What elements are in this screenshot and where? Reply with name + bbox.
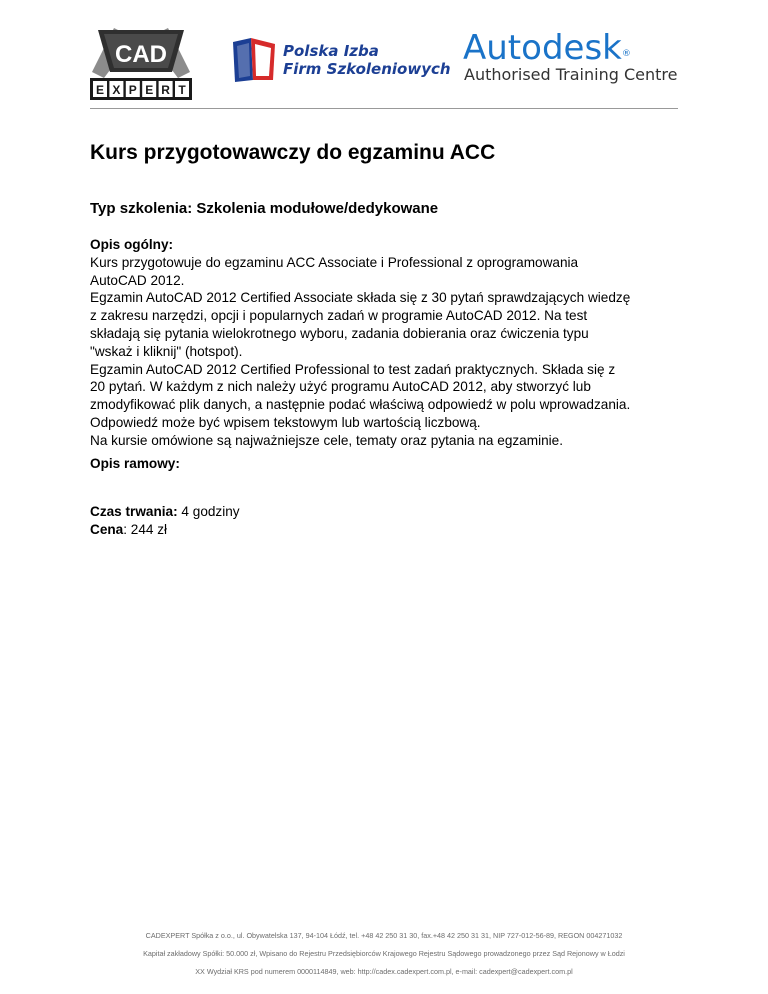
frame-description-heading: Opis ramowy: (90, 456, 180, 471)
expert-letter: R (161, 83, 170, 97)
course-title: Kurs przygotowawczy do egzaminu ACC (90, 141, 496, 164)
course-meta (90, 503, 240, 539)
pifs-name-line1: Polska Izba (283, 42, 379, 60)
header-divider (90, 108, 678, 109)
duration-row (90, 503, 240, 521)
expert-letter: P (128, 83, 137, 97)
expert-letter: E (95, 83, 105, 97)
footer-line: XX Wydział KRS pod numerem 0000114849, web: http://cadex.cadexpert.com.pl, e-mail: cadexpert@cadexpert.com.pl (195, 967, 573, 976)
company-footer (0, 927, 768, 981)
description-line: 20 pytań. W każdym z nich należy użyć programu AutoCAD 2012, aby stworzyć lub (90, 379, 591, 395)
price-label: Cena (90, 522, 124, 537)
registered-mark: ® (621, 49, 631, 59)
description-line: składają się pytania wielokrotnego wyboru, zadania dobierania oraz ćwiczenia typu (90, 325, 589, 341)
autodesk-name: Autodesk (463, 28, 622, 68)
pifs-logo (229, 36, 457, 84)
description-line: AutoCAD 2012. (90, 272, 185, 288)
cad-expert-logo (90, 26, 192, 102)
description-line: Kurs przygotowuje do egzaminu ACC Associate i Professional z oprogramowania (90, 254, 579, 270)
duration-label: Czas trwania: (90, 504, 178, 519)
description-line: Odpowiedź może być wpisem tekstowym lub wartością liczbową. (90, 414, 481, 430)
cad-expert-emblem-icon (90, 26, 192, 102)
expert-letter: T (178, 83, 186, 97)
description-line: z zakresu narzędzi, opcji i popularnych zadań w programie AutoCAD 2012. Na test (90, 308, 588, 324)
expert-letter: E (145, 83, 154, 97)
description-line: zmodyfikować plik danych, a następnie podać właściwą odpowiedź w polu wprowadzania. (90, 397, 631, 413)
description-line: Egzamin AutoCAD 2012 Certified Associate składa się z 30 pytań sprawdzających wiedzę (90, 290, 631, 306)
footer-line: Kapitał zakładowy Spółki: 50.000 zł, Wpisano do Rejestru Przedsiębiorców Krajowego Rejestru Sądowego prowadzonego przez Sąd Rejonowy w Łodzi (143, 949, 625, 958)
cad-logo-text: CAD (115, 41, 167, 68)
duration-value: 4 godziny (177, 504, 240, 519)
footer-line: CADEXPERT Spółka z o.o., ul. Obywatelska 137, 94-104 Łódź, tel. +48 42 250 31 30, fax.+48 42 250 31 31, NIP 727-012-56-89, REGON 004271032 (145, 931, 623, 940)
description-heading: Opis ogólny: (90, 237, 174, 252)
autodesk-logo (463, 30, 683, 86)
autodesk-subtitle: Authorised Training Centre (464, 65, 678, 84)
price-value: : 244 zł (123, 522, 168, 537)
expert-letter: X (112, 83, 121, 97)
description-line: Na kursie omówione są najważniejsze cele, tematy oraz pytania na egzaminie. (90, 432, 564, 448)
pifs-book-icon (229, 36, 279, 84)
price-row (90, 521, 240, 539)
description-line: Egzamin AutoCAD 2012 Certified Professional to test zadań praktycznych. Składa się z (90, 361, 616, 377)
training-type: Typ szkolenia: Szkolenia modułowe/dedykowane (90, 200, 439, 217)
description-line: "wskaż i kliknij" (hotspot). (90, 343, 243, 359)
general-description (90, 236, 690, 450)
pifs-name-line2: Firm Szkoleniowych (283, 60, 451, 78)
